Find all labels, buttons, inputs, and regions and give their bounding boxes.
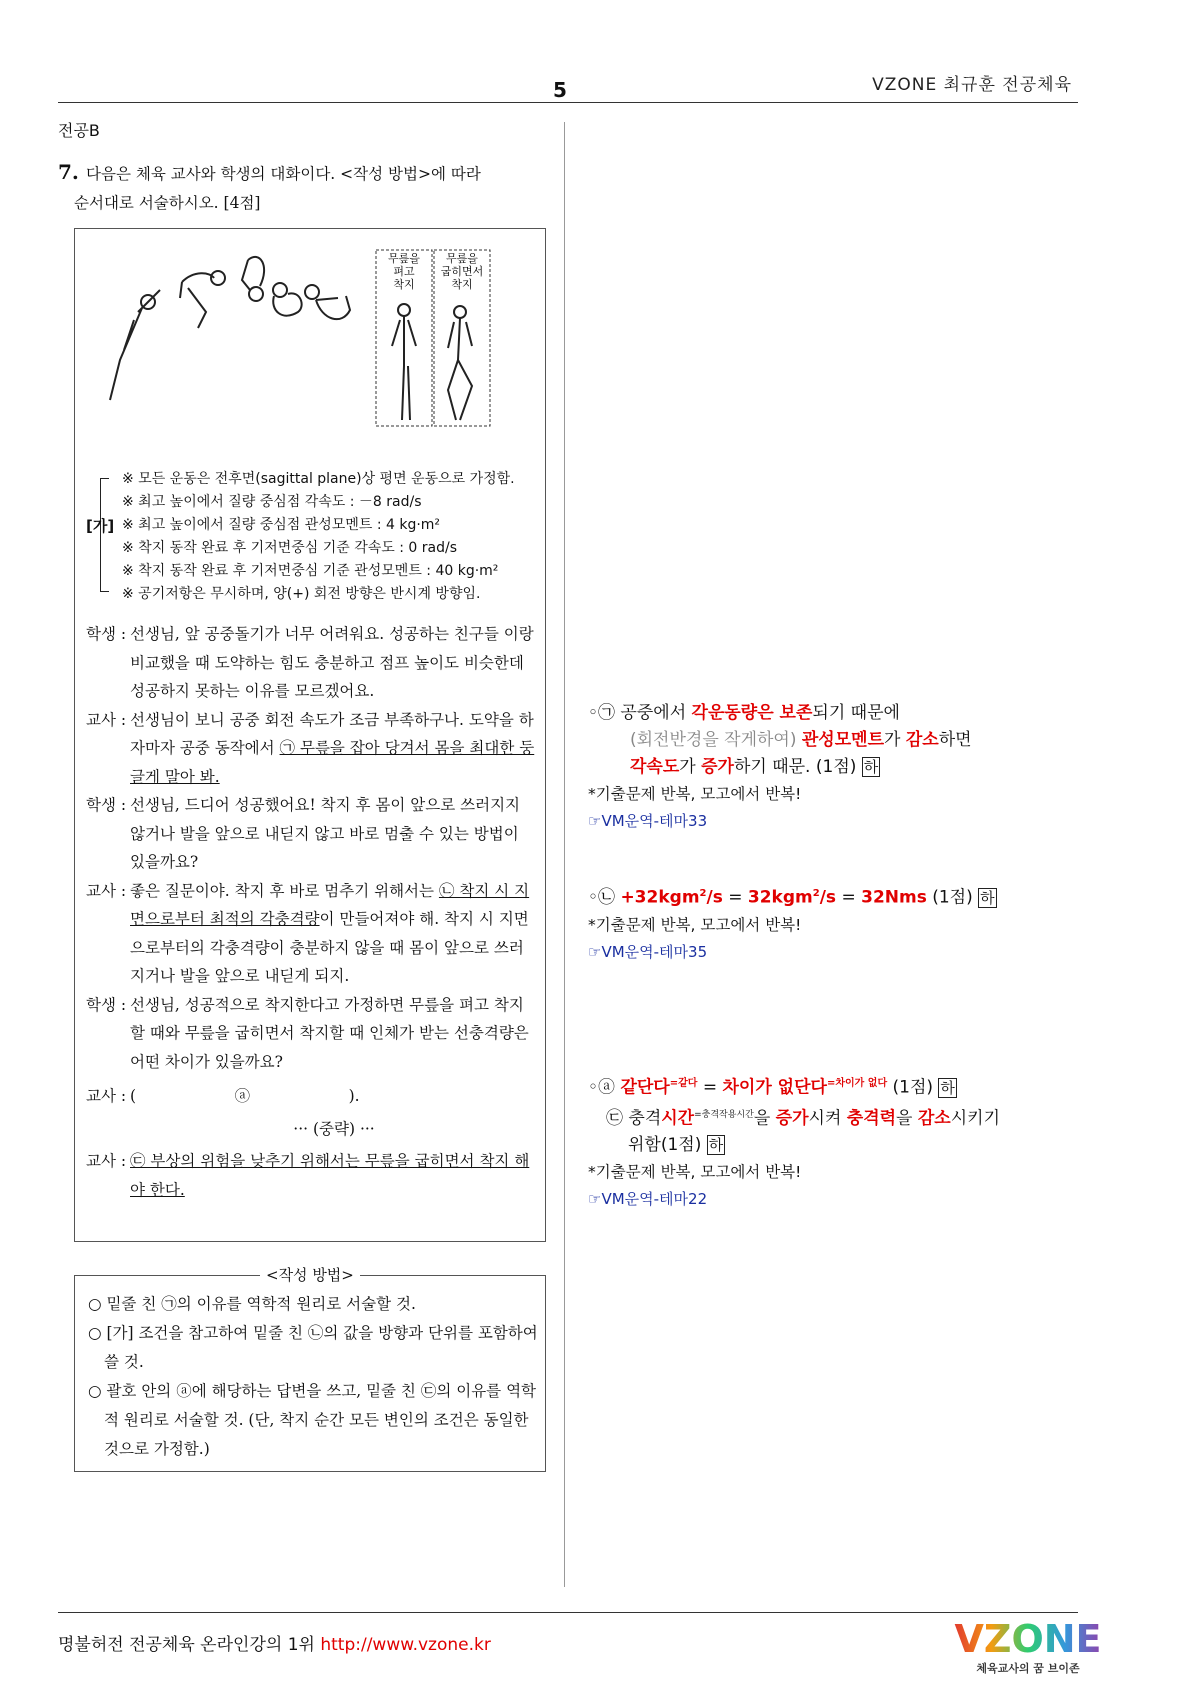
figure-label1-line3: 착지 [393, 278, 415, 291]
speaker: 학생 : [86, 625, 127, 643]
speaker: 학생 : [86, 995, 127, 1014]
reference-link: ☞VM운역-테마33 [588, 812, 708, 830]
dialogue-line [86, 706, 538, 792]
answer-text: (1점) [887, 1077, 939, 1098]
answer-text: 을 [753, 1108, 776, 1129]
answer-note: *기출문제 반복, 모고에서 반복! [588, 1163, 802, 1182]
omitted-marker: ··· (중략) ··· [293, 1119, 375, 1138]
answer-keyword: 증가 [775, 1108, 809, 1129]
gymnast-figure [110, 250, 540, 460]
condition-item: ※ 최고 높이에서 질량 중심점 각속도 : －8 rad/s [122, 494, 422, 510]
page-number: 5 [553, 78, 567, 102]
answer-1 [588, 700, 1078, 835]
underline-c: ㉢ 부상의 위험을 낮추기 위해서는 무릎을 굽히면서 착지 해야 한다. [130, 1152, 530, 1199]
condition-item: ※ 착지 동작 완료 후 기저면중심 기준 관성모멘트 : 40 kg·m² [122, 563, 499, 579]
bent-knee-landing-icon [448, 306, 472, 420]
standing-landing-icon [392, 304, 416, 420]
underline-a: ㉠ 무릎을 잡아 당겨서 몸을 최대한 둥글게 말아 봐. [130, 739, 535, 786]
condition-item: ※ 최고 높이에서 질량 중심점 관성모멘트 : 4 kg·m² [122, 517, 441, 533]
answer-text: = [722, 887, 748, 908]
dialogue-line [86, 791, 538, 877]
condition-item: ※ 공기저항은 무시하며, 양(+) 회전 방향은 반시계 방향임. [122, 586, 481, 602]
speaker: 교사 : [86, 1087, 127, 1105]
footer-divider [58, 1612, 1078, 1613]
answer-sup: =같다 [669, 1078, 698, 1089]
answer-bullet: ◦ⓐ [588, 1077, 621, 1098]
speaker: 교사 : [86, 1152, 127, 1170]
dialogue-line [86, 1147, 538, 1204]
answer-text: 을 [896, 1108, 918, 1129]
header-divider [58, 102, 1078, 103]
answer-keyword: 관성모멘트 [801, 730, 884, 750]
method-item: ○ [가] 조건을 참고하여 밑줄 친 ㉡의 값을 방향과 단위를 포함하여 쓸 것. [88, 1324, 538, 1371]
answer-text: 하면 [938, 730, 972, 750]
header-brand: VZONE 최규훈 전공체육 [872, 75, 1072, 95]
answer-note: *기출문제 반복, 모고에서 반복! [588, 785, 802, 803]
reference-link: ☞VM운역-테마35 [588, 942, 708, 961]
answer-2 [588, 880, 1078, 966]
answer-text: 시켜 [808, 1108, 847, 1129]
footer-text: 명불허전 전공체육 온라인강의 1위 [58, 1635, 321, 1655]
answer-text: 위함(1점) [628, 1135, 707, 1156]
dialogue-text: 선생님, 드디어 성공했어요! 착지 후 몸이 앞으로 쓰러지지 않거나 발을 앞으로 내딛지 않고 바로 멈출 수 있는 방법이 있을까요? [130, 796, 521, 871]
dialogue-text: 이 만들어져야 해. 착지 시 지면으로부터의 각충격량이 충분하지 않을 때 몸이 앞으로 쓰러지거나 발을 앞으로 내딛게 되지. [130, 910, 529, 985]
dialogue-line [86, 991, 538, 1077]
column-divider [564, 122, 565, 1587]
answer-text: 시키기 [950, 1108, 1001, 1129]
figure-label2-line2: 굽히면서 [440, 265, 484, 278]
answer-text: 공중에서 [615, 703, 692, 723]
dialogue-text: 선생님이 보니 공중 회전 속도가 조금 부족하구나. 도약을 하자마자 공중 동작에서 [130, 710, 534, 757]
condition-item: ※ 모든 운동은 전후면(sagittal plane)상 평면 운동으로 가정함. [122, 471, 515, 487]
dialogue [86, 620, 538, 1204]
conditions-block [86, 468, 544, 606]
answer-keyword: 각운동량은 보존 [691, 703, 813, 723]
footer [58, 1630, 491, 1655]
answer-text: 가 [884, 730, 906, 750]
somersault-sequence-icon [110, 257, 350, 400]
answer-sup: =충격작용시간 [694, 1109, 754, 1120]
answer-bullet: ◦㉠ [588, 703, 616, 723]
answer-text: = [697, 1077, 723, 1098]
method-list [88, 1290, 538, 1464]
answer-value-sup: 2 [812, 888, 820, 899]
answer-3 [588, 1070, 1088, 1213]
vzone-logo [954, 1614, 1102, 1684]
conditions-marker: [가] [86, 517, 115, 535]
underline-b: ㉡ 착지 시 지면으로부터 최적의 각충격량 [130, 881, 530, 928]
answer-keyword: 각속도 [630, 757, 680, 777]
figure-label1-line2: 펴고 [393, 265, 415, 278]
answer-value: /s [706, 887, 723, 908]
dialogue-text: 좋은 질문이야. 착지 후 바로 멈추기 위해서는 [130, 881, 439, 900]
answer-text: 하기 때문. (1점) [733, 757, 862, 777]
method-title: <작성 방법> [260, 1264, 360, 1285]
answer-text: = [836, 887, 862, 908]
reference-link: ☞VM운역-테마22 [588, 1190, 708, 1209]
figure-label2-line3: 착지 [451, 278, 473, 291]
difficulty-badge: 하 [708, 1136, 724, 1155]
answer-keyword: 감소 [917, 1108, 951, 1129]
question-number: 7. [58, 160, 79, 184]
dialogue-text: 선생님, 앞 공중돌기가 너무 어려워요. 성공하는 친구들 이랑 비교했을 때 도약하는 힘도 충분하고 점프 높이도 비슷한데 성공하지 못하는 이유를 모르겠어요. [130, 625, 534, 700]
dialogue-line [86, 620, 538, 706]
method-item: ○ 밑줄 친 ㉠의 이유를 역학적 원리로 서술할 것. [88, 1295, 416, 1313]
answer-note: *기출문제 반복, 모고에서 반복! [588, 915, 802, 934]
answer-value: /s [819, 887, 837, 908]
answer-text: ㉢ 충격 [606, 1108, 662, 1129]
difficulty-badge: 하 [940, 1078, 955, 1097]
answer-keyword: 차이가 없단다 [722, 1077, 827, 1098]
section-label: 전공B [58, 121, 100, 140]
speaker: 교사 : [86, 710, 127, 729]
figure-label1-line1: 무릎을 [388, 252, 420, 265]
answer-value: 32kgm [747, 887, 813, 908]
answer-keyword: 같단다 [620, 1077, 670, 1098]
answer-aside: (회전반경을 작게하여) [630, 730, 802, 750]
answer-sup: =차이가 없다 [826, 1078, 888, 1089]
answer-text: (1점) [926, 887, 979, 908]
question-prompt-line1: 다음은 체육 교사와 학생의 대화이다. <작성 방법>에 따라 [86, 165, 481, 183]
difficulty-badge: 하 [863, 758, 879, 776]
answer-value: +32kgm [620, 887, 700, 908]
answer-blank: ( ⓐ ). [130, 1087, 360, 1105]
method-item: ○ 괄호 안의 ⓐ에 해당하는 답변을 쓰고, 밑줄 친 ㉢의 이유를 역학적 원리로 서술할 것. (단, 착지 순간 모든 변인의 조건은 동일한 것으로 가정함.) [88, 1382, 537, 1458]
speaker: 학생 : [86, 796, 127, 814]
dialogue-line [86, 877, 538, 991]
answer-text: 되기 때문에 [812, 703, 900, 723]
answer-value-sup: 2 [699, 888, 707, 899]
answer-bullet: ◦㉡ [588, 887, 621, 908]
dialogue-line [86, 1082, 538, 1111]
condition-item: ※ 착지 동작 완료 후 기저면중심 기준 각속도 : 0 rad/s [122, 540, 457, 556]
logo-subtitle: 체육교사의 꿈 브이존 [976, 1662, 1080, 1675]
answer-text: 가 [679, 757, 702, 777]
speaker: 교사 : [86, 881, 127, 900]
question-prompt-line2: 순서대로 서술하시오. [4점] [74, 194, 261, 212]
question-prompt [74, 160, 546, 218]
dialogue-text: 선생님, 성공적으로 착지한다고 가정하면 무릎을 펴고 착지할 때와 무릎을 굽히면서 착지할 때 인체가 받는 선충격량은 어떤 차이가 있을까요? [130, 995, 529, 1071]
svg-text:VZONE: VZONE [954, 1617, 1102, 1661]
answer-keyword: 시간 [661, 1108, 695, 1129]
footer-link[interactable]: http://www.vzone.kr [320, 1635, 491, 1655]
answer-keyword: 감소 [905, 730, 939, 750]
answer-value: 32Nms [861, 887, 927, 908]
difficulty-badge: 하 [980, 888, 995, 907]
figure-label2-line1: 무릎을 [446, 252, 478, 265]
answer-keyword: 증가 [701, 757, 734, 777]
answer-keyword: 충격력 [846, 1108, 897, 1129]
